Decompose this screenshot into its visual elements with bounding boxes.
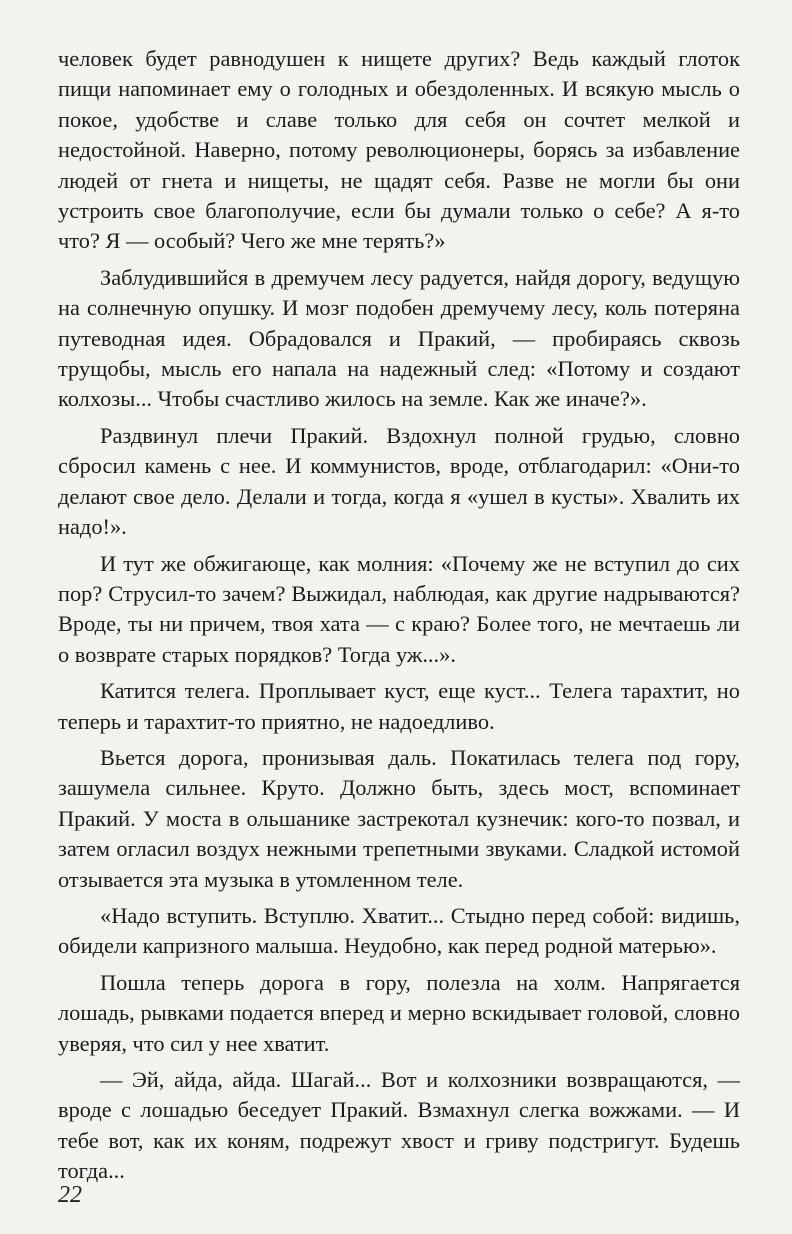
page-text [58, 44, 740, 1193]
page-number: 22 [58, 1182, 82, 1208]
paragraph-9: — Эй, айда, айда. Шагай... Вот и колхозники возвращаются, — вроде с лошадью беседует Пракий. Взмахнул слегка вожжами. — И тебе вот, как их коням, подрежут хвост и гриву подстригут. Будешь тогда... [58, 1067, 740, 1184]
paragraph-1: человек будет равнодушен к нищете других? Ведь каждый глоток пищи напоминает ему о голодных и обездоленных. И всякую мысль о покое, удобстве и славе только для себя он сочтет мелкой и недостойной. Наверно, потому революционеры, борясь за избавление людей от гнета и нищеты, не щадят себя. Разве не могли бы они устроить свое благополучие, если бы думали только о себе? А я-то что? Я — особый? Чего же мне терять?» [58, 46, 740, 254]
paragraph-6: Вьется дорога, пронизывая даль. Покатилась телега под гору, зашумела сильнее. Круто. Должно быть, здесь мост, вспоминает Пракий. У моста в ольшанике застрекотал кузнечик: кого-то позвал, и затем огласил воздух нежными трепетными звуками. Сладкой истомой отзывается эта музыка в утомленном теле. [58, 744, 740, 892]
paragraph-7: «Надо вступить. Вступлю. Хватит... Стыдно перед собой: видишь, обидели капризного малыша. Неудобно, как перед родной матерью». [58, 902, 740, 959]
paragraph-3: Раздвинул плечи Пракий. Вздохнул полной грудью, словно сбросил камень с нее. И коммунистов, вроде, отблагодарил: «Они-то делают свое дело. Делали и тогда, когда я «ушел в кусты». Хвалить их надо!». [58, 422, 740, 540]
paragraph-2: Заблудившийся в дремучем лесу радуется, найдя дорогу, ведущую на солнечную опушку. И мозг подобен дремучему лесу, коль потеряна путеводная идея. Обрадовался и Пракий, — пробираясь сквозь трущобы, мысль его напала на надежный след: «Потому и создают колхозы... Чтобы счастливо жилось на земле. Как же иначе?». [58, 264, 740, 412]
paragraph-5: Катится телега. Проплывает куст, еще куст... Телега тарахтит, но теперь и тарахтит-то приятно, не надоедливо. [58, 678, 740, 734]
paragraph-8: Пошла теперь дорога в гору, полезла на холм. Напрягается лошадь, рывками подается вперед и мерно вскидывает головой, словно уверяя, что сил у нее хватит. [58, 969, 740, 1056]
paragraph-4: И тут же обжигающе, как молния: «Почему же не вступил до сих пор? Струсил-то зачем? Выжидал, наблюдая, как другие надрываются? Вроде, ты ни причем, твоя хата — с краю? Более того, не мечтаешь ли о возврате старых порядков? Тогда уж...». [58, 550, 740, 667]
